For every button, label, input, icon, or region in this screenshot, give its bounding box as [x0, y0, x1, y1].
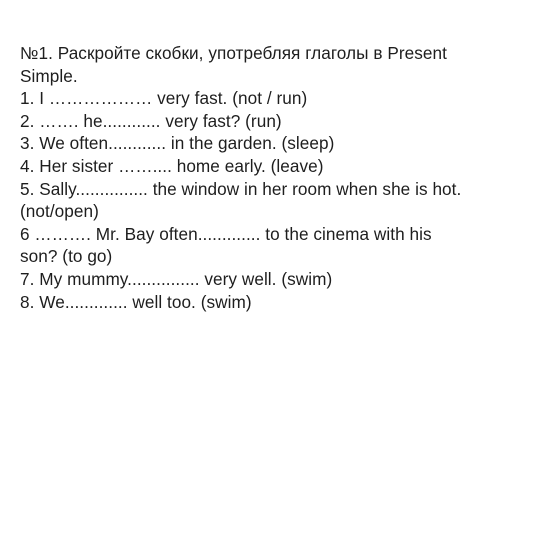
exercise-item-5-line-1: 5. Sally............... the window in her room when she is hot.: [20, 178, 462, 199]
exercise-item-8: 8. We............. well too. (swim): [20, 291, 252, 312]
exercise-heading-line-1: №1. Раскройте скобки, употребляя глаголы в Present: [20, 43, 447, 63]
exercise-item-7: 7. My mummy............... very well. (swim): [20, 268, 333, 289]
exercise-item-6-line-1: 6 ………. Mr. Bay often............. to the cinema with his: [20, 223, 432, 244]
exercise-item-6-line-2: son? (to go): [20, 246, 113, 267]
exercise-item-3: 3. We often............ in the garden. (sleep): [20, 133, 335, 154]
exercise-item-4: 4. Her sister …….... home early. (leave): [20, 155, 324, 176]
exercise-item-5-line-2: (not/open): [20, 201, 99, 222]
exercise-block: [20, 42, 525, 313]
exercise-heading-line-2: Simple.: [20, 65, 78, 86]
exercise-item-1: 1. I ……………… very fast. (not / run): [20, 88, 308, 109]
exercise-item-2: 2. ……. he............ very fast? (run): [20, 110, 282, 131]
